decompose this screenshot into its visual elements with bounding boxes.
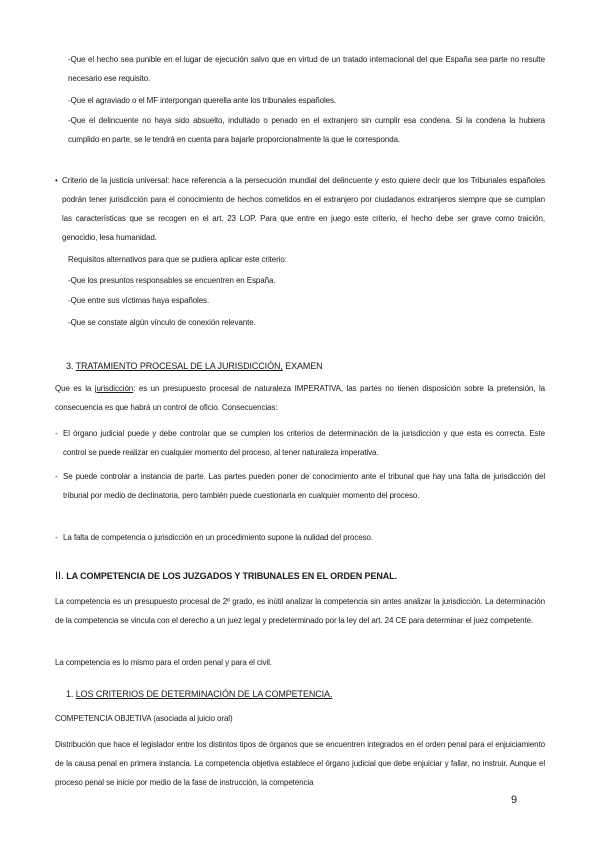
competence-scope-paragraph: La competencia es lo mismo para el orden penal y para el civil. bbox=[55, 658, 272, 667]
section-ii-title: LA COMPETENCIA DE LOS JUZGADOS Y TRIBUNALES EN EL ORDEN PENAL. bbox=[66, 571, 397, 581]
requirement-item: -Que se constate algún vínculo de conexión relevante. bbox=[68, 318, 256, 327]
section-3-title: TRATAMIENTO PROCESAL DE LA JURISDICCIÓN, bbox=[75, 361, 283, 371]
dash-marker: - bbox=[55, 533, 58, 542]
consequence-item: El órgano judicial puede y debe controlar que se cumplen los criterios de determinación de la jurisdicción y que esta es correcta. Este control se puede realizar en cualquier momento del proceso, al tener naturaleza imperativa. bbox=[63, 429, 545, 457]
objective-competence-paragraph: Distribución que hace el legislador entre los distintos tipos de órganos que se encuentren integrados en el orden penal para el enjuiciamiento de la causa penal en primera instancia. La competencia objetiva establece el órgano judicial que debe enjuiciar y fallar, no instruir. Aunque el proceso penal se inicie por medio de la fase de instrucción, la competencia bbox=[55, 740, 545, 787]
section-3-number: 3. bbox=[66, 361, 74, 371]
section-3-heading bbox=[66, 357, 546, 376]
page-number: 9 bbox=[511, 794, 518, 806]
objective-competence-title: COMPETENCIA OBJETIVA (asociada al juicio oral) bbox=[55, 714, 233, 723]
section-ii-numeral: II. bbox=[55, 570, 64, 582]
section-ii-heading bbox=[55, 567, 545, 586]
jurisdiction-intro-paragraph bbox=[55, 379, 545, 417]
subsection-1-heading bbox=[66, 685, 546, 704]
dash-marker: - bbox=[55, 429, 58, 438]
consequence-item: Se puede controlar a instancia de parte. Las partes pueden poner de conocimiento ante el tribunal que hay una falta de jurisdicción del tribunal por medio de declinatoria, pero también puede cuestionarla en cualquier momento del proceso. bbox=[63, 472, 545, 500]
alternative-requirements-title: Requisitos alternativos para que se pudiera aplicar este criterio: bbox=[68, 255, 287, 264]
jurisdiction-term: jurisdicción bbox=[94, 384, 134, 393]
requirement-item: -Que el agraviado o el MF interpongan querella ante los tribunales españoles. bbox=[68, 96, 337, 105]
dash-marker: - bbox=[55, 472, 58, 481]
universal-justice-paragraph: Criterio de la justicia universal: hace referencia a la persecución mundial del delincuente y esto quiere decir que los Tribunales españoles podrán tener jurisdicción para el conocimiento de hechos cometidos en el extranjero por ciudadanos extranjeros siempre que se cumplan las características que se recogen en el art. 23 LOP. Para que entre en juego este criterio, el hecho debe ser grave como traición, genocidio, lesa humanidad. bbox=[62, 176, 545, 242]
requirement-item: -Que el hecho sea punible en el lugar de ejecución salvo que en virtud de un tratado internacional del que España sea parte no resulte necesario ese requisito. bbox=[68, 55, 545, 83]
consequence-item: La falta de competencia o jurisdicción en un procedimiento supone la nulidad del proceso. bbox=[63, 533, 373, 542]
intro-body: : es un presupuesto procesal de naturaleza IMPERATIVA, las partes no tienen disposición sobre la pretensión, la consecuencia es que habrá un control de oficio. Consecuencias: bbox=[55, 384, 545, 412]
requirement-item: -Que los presuntos responsables se encuentren en España. bbox=[68, 276, 276, 285]
requirement-item: -Que entre sus víctimas haya españoles. bbox=[68, 296, 210, 305]
subsection-1-number: 1. bbox=[66, 689, 74, 699]
subsection-1-title: LOS CRITERIOS DE DETERMINACIÓN DE LA COMPETENCIA. bbox=[75, 689, 333, 699]
requirement-item: -Que el delincuente no haya sido absuelto, indultado o penado en el extranjero sin cumplir esa condena. Si la condena la hubiera cumplido en parte, se le tendrá en cuenta para bajarle proporcionalmente la que le corresponda. bbox=[68, 116, 545, 144]
intro-prefix: Que es la bbox=[55, 384, 95, 393]
section-3-suffix: EXAMEN bbox=[282, 361, 323, 371]
competence-paragraph: La competencia es un presupuesto procesal de 2º grado, es inútil analizar la competencia sin antes analizar la jurisdicción. La determinación de la competencia se vincula con el derecho a un juez legal y predeterminado por la ley del art. 24 CE para determinar el juez competente. bbox=[55, 597, 545, 625]
bullet-marker: • bbox=[55, 176, 58, 185]
